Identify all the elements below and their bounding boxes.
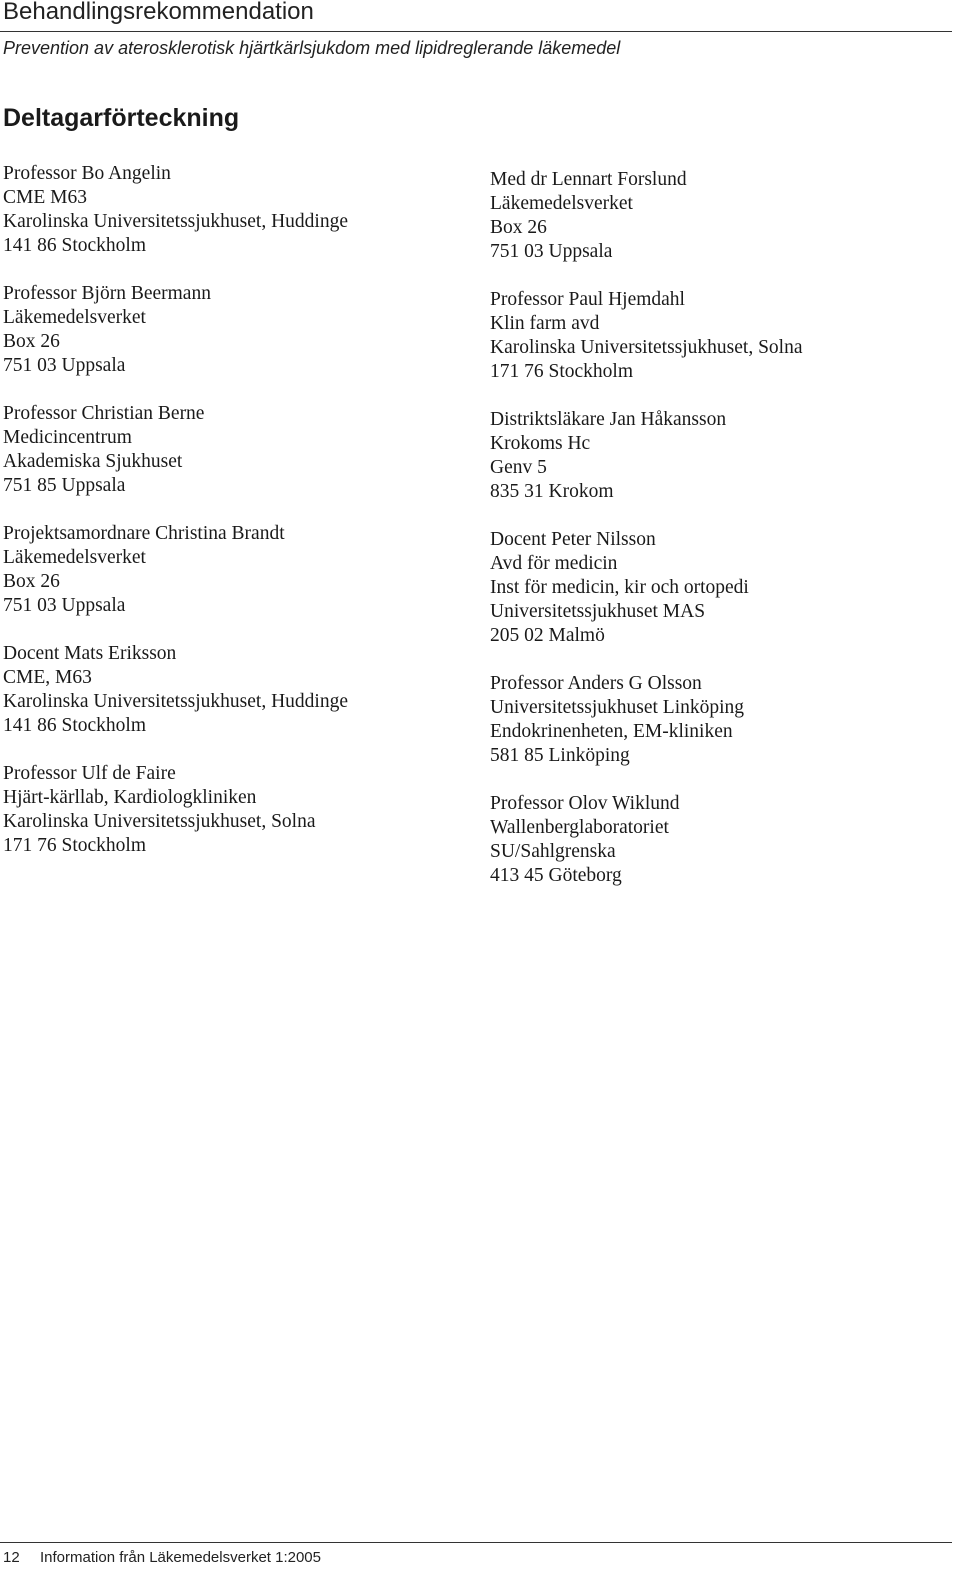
participant-address-line: CME, M63 xyxy=(3,667,92,688)
page-footer xyxy=(3,1548,321,1568)
footer-divider xyxy=(0,1542,952,1543)
participant-address-line: Wallenberglaboratoriet xyxy=(490,817,669,838)
page-number: 12 xyxy=(3,1549,20,1566)
participant-address-line: Klin farm avd xyxy=(490,313,600,334)
participant-entry xyxy=(3,642,463,738)
participant-postal-line: 171 76 Stockholm xyxy=(490,361,634,382)
participant-address-line: Läkemedelsverket xyxy=(490,193,633,214)
participant-postal-line: 835 31 Krokom xyxy=(490,481,614,502)
participant-list-right xyxy=(490,168,950,912)
participant-name: Professor Ulf de Faire xyxy=(3,763,176,784)
participant-address-line: Hjärt-kärllab, Kardiologkliniken xyxy=(3,787,257,808)
participant-list-left xyxy=(3,162,463,882)
participant-postal-line: 751 03 Uppsala xyxy=(3,595,126,616)
participant-address-line: Karolinska Universitetssjukhuset, Solna xyxy=(3,811,316,832)
participant-address-line: Karolinska Universitetssjukhuset, Huddinge xyxy=(3,211,348,232)
participant-address-line: Box 26 xyxy=(3,331,60,352)
participant-entry xyxy=(490,168,950,264)
participant-address-line: Box 26 xyxy=(3,571,60,592)
participant-entry xyxy=(3,762,463,858)
participant-name: Professor Olov Wiklund xyxy=(490,793,680,814)
participant-postal-line: 751 03 Uppsala xyxy=(3,355,126,376)
participant-name: Docent Mats Eriksson xyxy=(3,643,177,664)
participant-name: Distriktsläkare Jan Håkansson xyxy=(490,409,727,430)
participant-postal-line: 141 86 Stockholm xyxy=(3,715,147,736)
participant-postal-line: 581 85 Linköping xyxy=(490,745,630,766)
participant-name: Professor Paul Hjemdahl xyxy=(490,289,685,310)
participant-address-line: Läkemedelsverket xyxy=(3,307,146,328)
participant-entry xyxy=(3,522,463,618)
participant-name: Med dr Lennart Forslund xyxy=(490,169,687,190)
participant-entry xyxy=(490,288,950,384)
publication-name: Information från Läkemedelsverket 1:2005 xyxy=(40,1549,321,1566)
participant-address-line: Avd för medicin xyxy=(490,553,618,574)
participant-postal-line: 751 85 Uppsala xyxy=(3,475,126,496)
participant-name: Projektsamordnare Christina Brandt xyxy=(3,523,285,544)
participant-entry xyxy=(3,402,463,498)
running-header-title: Behandlingsrekommendation xyxy=(3,0,314,25)
participant-postal-line: 413 45 Göteborg xyxy=(490,865,622,886)
participant-entry xyxy=(490,528,950,648)
participant-address-line: SU/Sahlgrenska xyxy=(490,841,616,862)
participant-entry xyxy=(490,672,950,768)
participant-address-line: Inst för medicin, kir och ortopedi xyxy=(490,577,749,598)
participant-postal-line: 171 76 Stockholm xyxy=(3,835,147,856)
participant-name: Professor Björn Beermann xyxy=(3,283,211,304)
participant-address-line: Läkemedelsverket xyxy=(3,547,146,568)
participant-name: Professor Bo Angelin xyxy=(3,163,171,184)
participant-address-line: Krokoms Hc xyxy=(490,433,591,454)
participant-address-line: Genv 5 xyxy=(490,457,547,478)
header-divider xyxy=(0,31,952,32)
participant-entry xyxy=(3,162,463,258)
participant-address-line: CME M63 xyxy=(3,187,87,208)
participant-entry xyxy=(490,408,950,504)
participant-address-line: Universitetssjukhuset Linköping xyxy=(490,697,745,718)
participant-entry xyxy=(3,282,463,378)
participant-postal-line: 205 02 Malmö xyxy=(490,625,605,646)
participant-address-line: Karolinska Universitetssjukhuset, Huddinge xyxy=(3,691,348,712)
section-heading: Deltagarförteckning xyxy=(3,104,240,132)
participant-address-line: Karolinska Universitetssjukhuset, Solna xyxy=(490,337,803,358)
participant-address-line: Universitetssjukhuset MAS xyxy=(490,601,706,622)
participant-address-line: Akademiska Sjukhuset xyxy=(3,451,183,472)
participant-name: Professor Anders G Olsson xyxy=(490,673,702,694)
participant-name: Professor Christian Berne xyxy=(3,403,205,424)
participant-entry xyxy=(490,792,950,888)
participant-postal-line: 141 86 Stockholm xyxy=(3,235,147,256)
participant-postal-line: 751 03 Uppsala xyxy=(490,241,613,262)
running-header-subtitle: Prevention av aterosklerotisk hjärtkärlsjukdom med lipidreglerande läkemedel xyxy=(3,38,621,58)
participant-address-line: Endokrinenheten, EM-kliniken xyxy=(490,721,733,742)
participant-address-line: Medicincentrum xyxy=(3,427,132,448)
participant-name: Docent Peter Nilsson xyxy=(490,529,656,550)
participant-address-line: Box 26 xyxy=(490,217,547,238)
